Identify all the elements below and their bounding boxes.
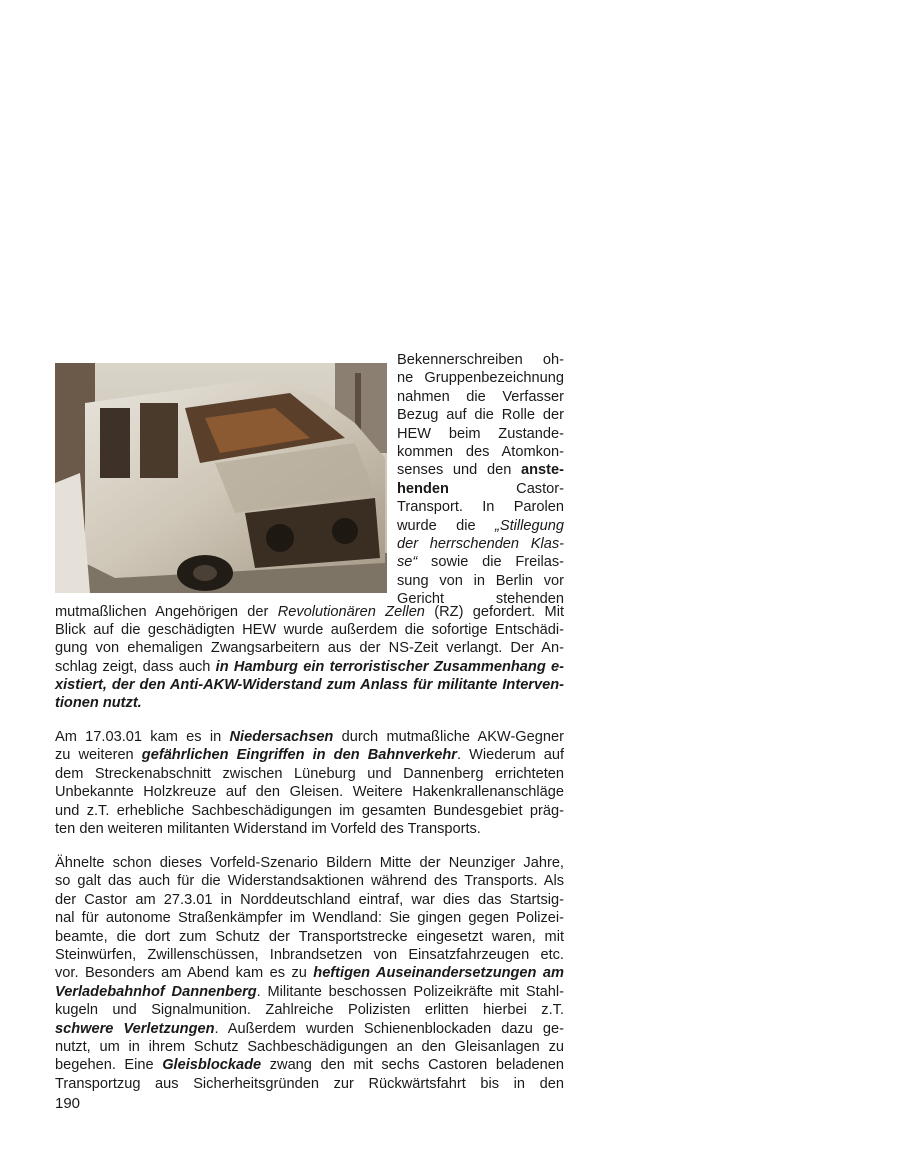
- text-line: Blick auf die geschädigten HEW wurde außerdem die sofortige Entschädi-: [55, 621, 564, 638]
- text-line: nahmen die Verfasser: [397, 388, 564, 405]
- paragraph-3: [55, 854, 564, 1093]
- text-line: se“ sowie die Freilas-: [397, 554, 564, 571]
- text-line: Verladebahnhof Dannenberg. Militante beschossen Polizeikräfte mit Stahl-: [55, 983, 564, 1000]
- burned-van-photo: [55, 363, 387, 593]
- paragraph-1: [55, 603, 564, 713]
- text-line: xistiert, der den Anti-AKW-Widerstand zum Anlass für militante Interven-: [55, 677, 564, 694]
- text-line: kugeln und Signalmunition. Zahlreiche Polizisten erlitten hierbei z.T.: [55, 1002, 564, 1019]
- text-line: HEW beim Zustande-: [397, 425, 564, 442]
- text-line: Am 17.03.01 kam es in Niedersachsen durch mutmaßliche AKW-Gegner: [55, 729, 564, 745]
- text-line: kommen des Atomkon-: [397, 443, 564, 460]
- text-line: der herrschenden Klas-: [397, 535, 564, 552]
- text-line: und z.T. erhebliche Sachbeschädigungen im gesamten Bundesgebiet präg-: [55, 802, 564, 819]
- text-line: Unbekannte Holzkreuze auf den Gleisen. Weitere Hakenkrallenanschläge: [55, 784, 564, 801]
- text-line: Bekennerschreiben oh-: [397, 352, 564, 368]
- text-line: tionen nutzt.: [55, 695, 142, 712]
- text-line: senses und den anste-: [397, 462, 564, 479]
- paragraph-2: [55, 728, 564, 838]
- text-line: schlag zeigt, dass auch in Hamburg ein terroristischer Zusammenhang e-: [55, 658, 564, 675]
- text-line: Gericht stehenden: [397, 591, 564, 608]
- text-line: dem Streckenabschnitt zwischen Lüneburg und Dannenberg errichteten: [55, 765, 564, 782]
- text-line: Steinwürfen, Zwillenschüssen, Inbrandsetzen von Einsatzfahrzeugen etc.: [55, 946, 564, 963]
- text-line: Transportzug aus Sicherheitsgründen zur Rückwärtsfahrt bis in den: [55, 1075, 564, 1092]
- text-line: Bezug auf die Rolle der: [397, 407, 564, 424]
- page-number: 190: [55, 1095, 81, 1112]
- text-line: ne Gruppenbezeichnung: [397, 370, 564, 387]
- text-line: mutmaßlichen Angehörigen der Revolutionären Zellen (RZ) gefordert. Mit: [55, 603, 565, 620]
- text-line: gung von ehemaligen Zwangsarbeitern aus der NS-Zeit verlangt. Der An-: [55, 640, 564, 657]
- text-line: so galt das auch für die Widerstandsaktionen während des Transports. Als: [55, 873, 564, 890]
- text-line: schwere Verletzungen. Außerdem wurden Schienenblockaden dazu ge-: [55, 1020, 564, 1037]
- text-line: der Castor am 27.3.01 in Norddeutschland eintraf, war dies das Startsig-: [55, 891, 564, 908]
- text-line: begehen. Eine Gleisblockade zwang den mit sechs Castoren beladenen: [55, 1057, 565, 1074]
- text-line: beamte, die dort zum Schutz der Transportstrecke eingesetzt waren, mit: [55, 928, 564, 945]
- text-line: nal für autonome Straßenkämpfer im Wendland: Sie gingen gegen Polizei-: [55, 910, 564, 927]
- text-line: henden Castor-: [397, 480, 564, 497]
- text-line: vor. Besonders am Abend kam es zu heftigen Auseinandersetzungen am: [55, 965, 564, 982]
- text-line: zu weiteren gefährlichen Eingriffen in den Bahnverkehr. Wiederum auf: [55, 747, 565, 764]
- text-line: Transport. In Parolen: [397, 499, 564, 516]
- text-line: sung von in Berlin vor: [397, 572, 564, 589]
- text-line: Ähnelte schon dieses Vorfeld-Szenario Bildern Mitte der Neunziger Jahre,: [55, 855, 564, 871]
- text-line: ten den weiteren militanten Widerstand im Vorfeld des Transports.: [55, 820, 481, 837]
- text-line: nutzt, um in ihrem Schutz Sachbeschädigungen an den Gleisanlagen zu: [55, 1038, 564, 1055]
- text-line: wurde die „Stillegung: [397, 517, 564, 534]
- wrap-column: [397, 351, 564, 608]
